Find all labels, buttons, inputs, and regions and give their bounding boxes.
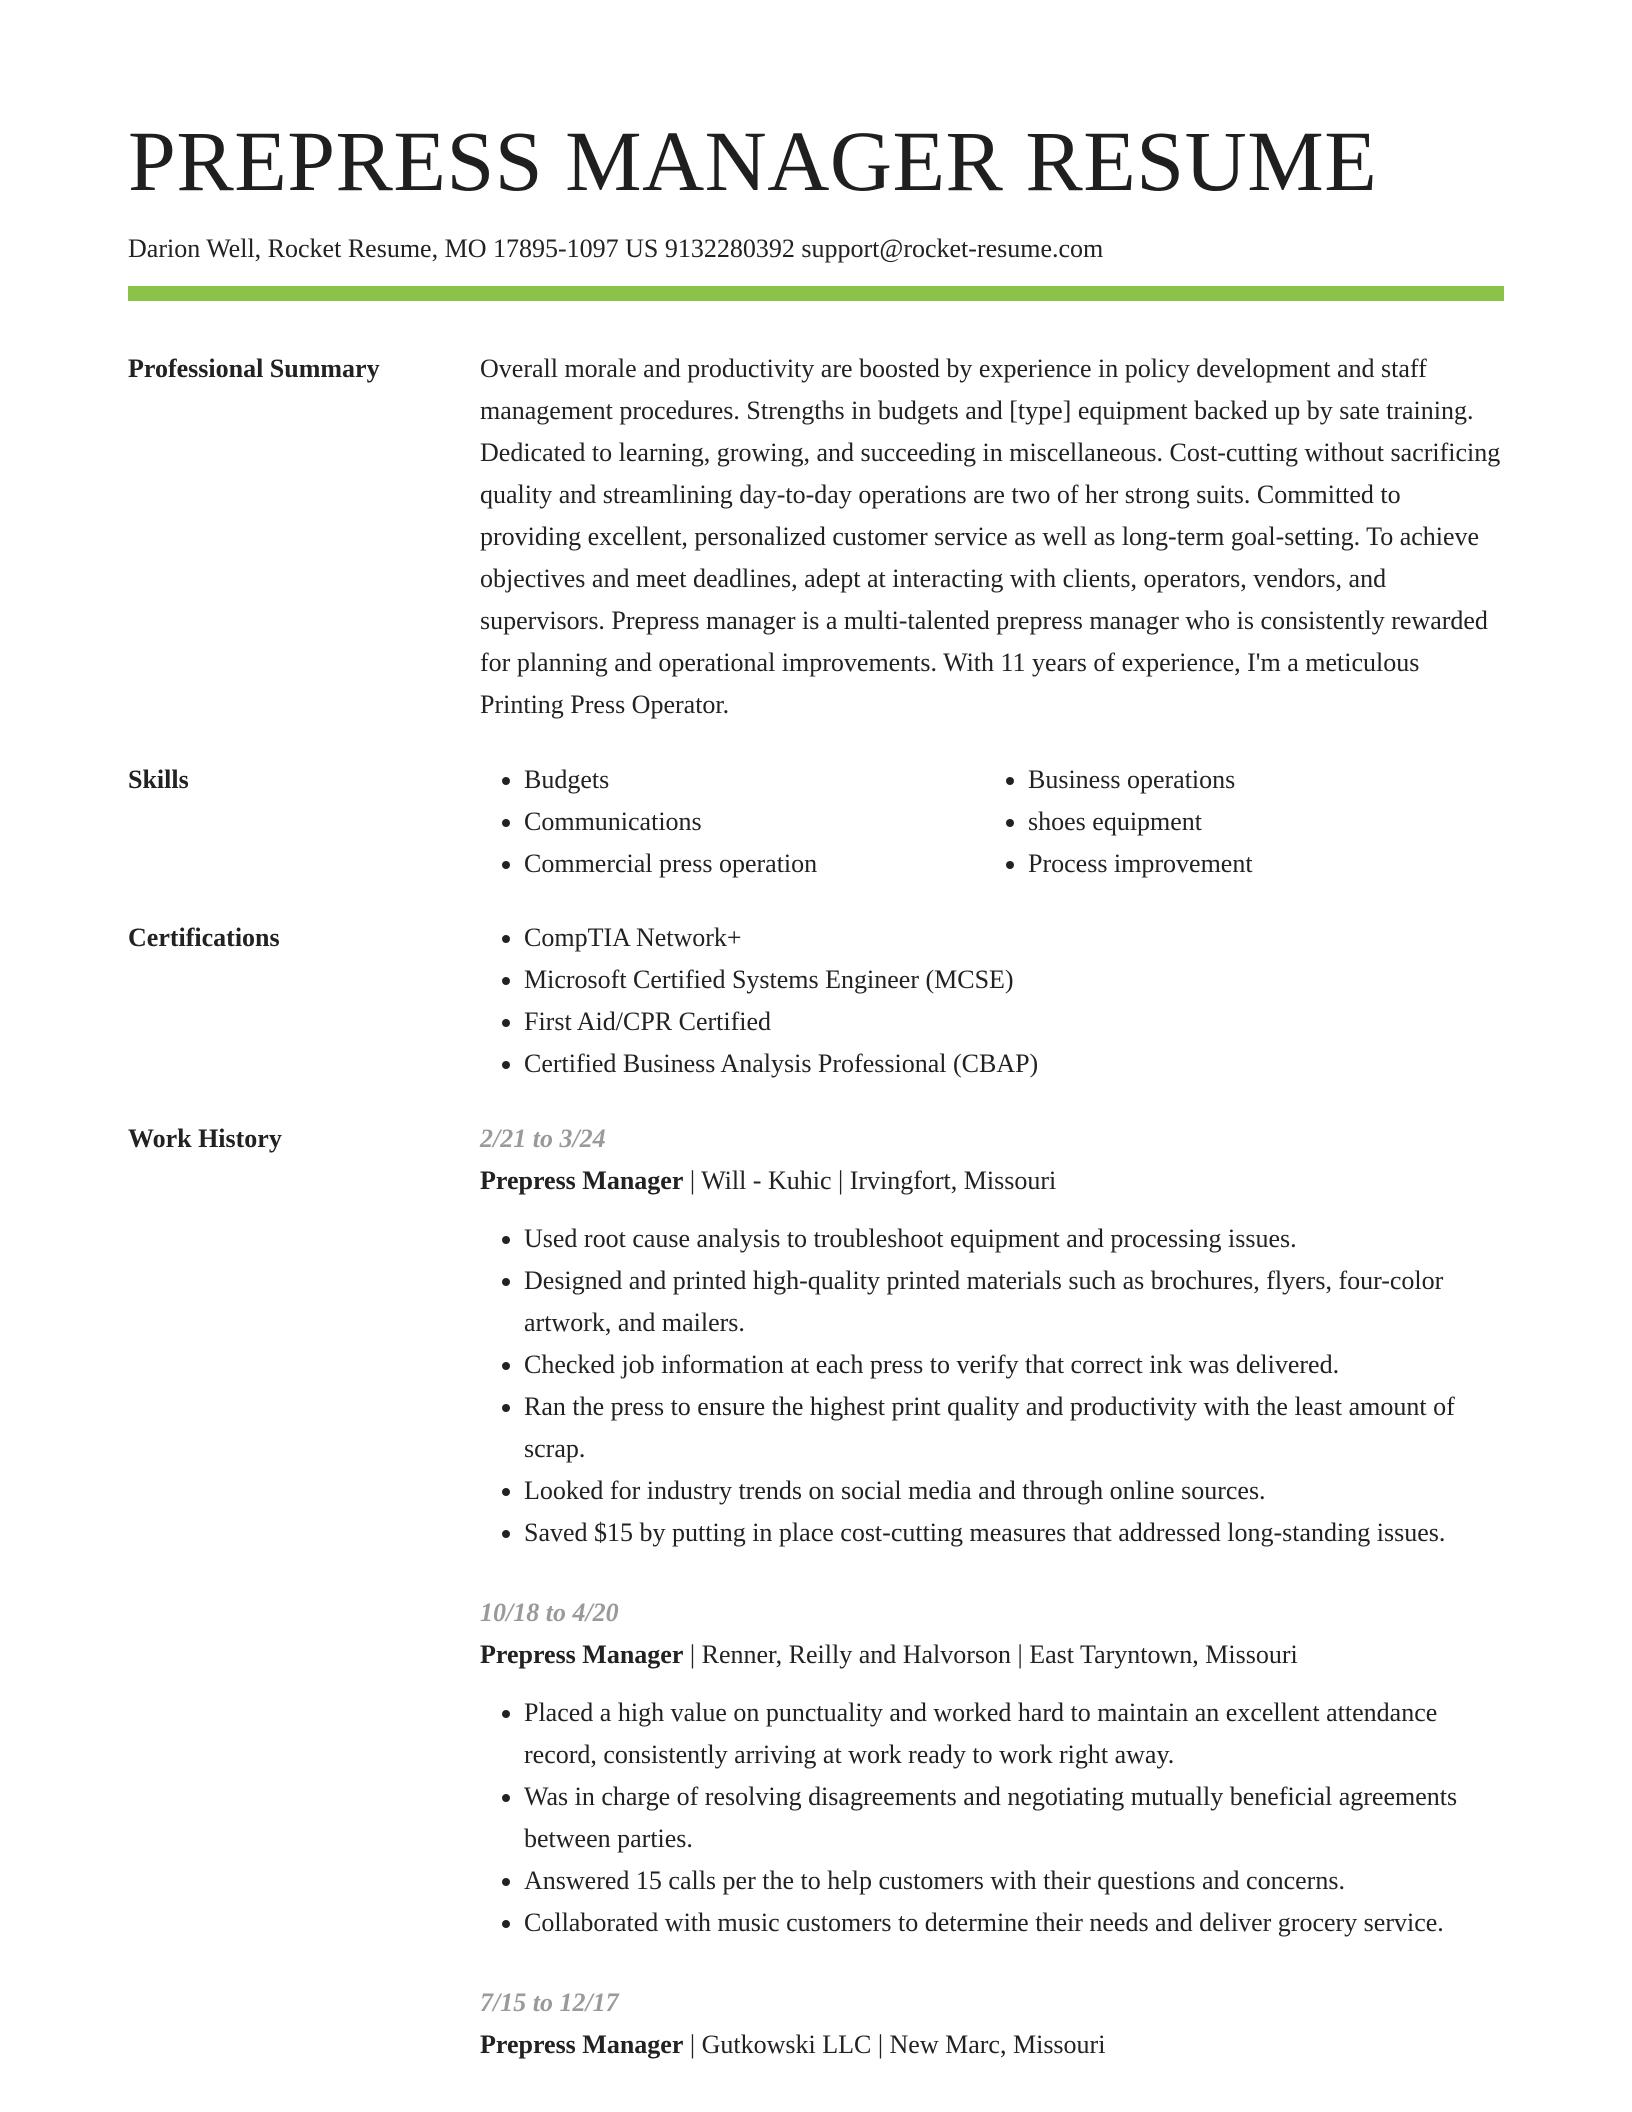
certifications-list [480, 917, 1504, 1085]
summary-body [480, 348, 1504, 726]
skill-item: • Communications [524, 801, 984, 843]
job-bullet: • Was in charge of resolving disagreements and negotiating mutually beneficial agreements between parties. [524, 1776, 1504, 1860]
job-bullet: • Answered 15 calls per the to help customers with their questions and concerns. [524, 1860, 1504, 1902]
job-bullets [480, 1218, 1504, 1554]
job-bullet: • Ran the press to ensure the highest print quality and productivity with the least amount of scrap. [524, 1386, 1504, 1470]
certification-item: • Microsoft Certified Systems Engineer (MCSE) [524, 959, 1504, 1001]
certifications-heading: Certifications [128, 923, 280, 952]
job-title: Prepress Manager [480, 1166, 684, 1195]
skills-body [480, 759, 1504, 885]
certification-item: • CompTIA Network+ [524, 917, 1504, 959]
skill-item: • Business operations [1028, 759, 1488, 801]
summary-heading: Professional Summary [128, 354, 380, 383]
job-bullet: • Designed and printed high-quality printed materials such as brochures, flyers, four-color artwork, and mailers. [524, 1260, 1504, 1344]
job-entry [480, 1118, 1504, 1554]
job-entry [480, 1592, 1504, 1944]
job-heading [480, 1634, 1504, 1676]
contact-line: Darion Well, Rocket Resume, MO 17895-1097 US 9132280392 support@rocket-resume.com [128, 234, 1104, 263]
job-title: Prepress Manager [480, 1640, 684, 1669]
summary-text: Overall morale and productivity are boosted by experience in policy development and staff management procedures. Strengths in budgets and [type] equipment backed up by sate training. Dedicated to learning, growing, and succeeding in miscellaneous. Cost-cutting without sacrificing quality and streamlining day-to-day operations are two of her strong suits. Committed to providing excellent, personalized customer service as well as long-term goal-setting. To achieve objectives and meet deadlines, adept at interacting with clients, operators, vendors, and supervisors. Prepress manager is a multi-talented prepress manager who is consistently rewarded for planning and operational improvements. With 11 years of experience, I'm a meticulous Printing Press Operator. [480, 354, 1501, 719]
skill-item: • Commercial press operation [524, 843, 984, 885]
job-bullet: • Placed a high value on punctuality and worked hard to maintain an excellent attendance record, consistently arriving at work ready to work right away. [524, 1692, 1504, 1776]
skill-item: • Budgets [524, 759, 984, 801]
skill-item: • Process improvement [1028, 843, 1488, 885]
job-details: | Renner, Reilly and Halvorson | East Taryntown, Missouri [683, 1640, 1298, 1669]
work-history-heading: Work History [128, 1124, 282, 1153]
skills-list-left [480, 759, 984, 885]
job-bullet: • Saved $15 by putting in place cost-cutting measures that addressed long-standing issues. [524, 1512, 1504, 1554]
job-title: Prepress Manager [480, 2030, 684, 2059]
certification-item: • First Aid/CPR Certified [524, 1001, 1504, 1043]
job-dates: 10/18 to 4/20 [480, 1598, 619, 1627]
job-bullet: • Collaborated with music customers to determine their needs and deliver grocery service. [524, 1902, 1504, 1944]
work-history-body [480, 1118, 1504, 2104]
skills-list-right [984, 759, 1488, 885]
skills-heading: Skills [128, 765, 189, 794]
job-heading [480, 1160, 1504, 1202]
job-bullet: • Looked for industry trends on social media and through online sources. [524, 1470, 1504, 1512]
certifications-body [480, 917, 1504, 1085]
skill-item: • shoes equipment [1028, 801, 1488, 843]
job-entry [480, 1982, 1504, 2066]
job-heading [480, 2024, 1504, 2066]
job-bullet: • Used root cause analysis to troubleshoot equipment and processing issues. [524, 1218, 1504, 1260]
job-details: | Gutkowski LLC | New Marc, Missouri [683, 2030, 1106, 2059]
resume-title: PREPRESS MANAGER RESUME [128, 113, 1378, 209]
job-dates: 2/21 to 3/24 [480, 1124, 606, 1153]
job-bullet: • Checked job information at each press to verify that correct ink was delivered. [524, 1344, 1504, 1386]
accent-divider [128, 286, 1504, 301]
job-bullets [480, 1692, 1504, 1944]
certification-item: • Certified Business Analysis Professional (CBAP) [524, 1043, 1504, 1085]
job-details: | Will - Kuhic | Irvingfort, Missouri [683, 1166, 1057, 1195]
job-dates: 7/15 to 12/17 [480, 1988, 619, 2017]
